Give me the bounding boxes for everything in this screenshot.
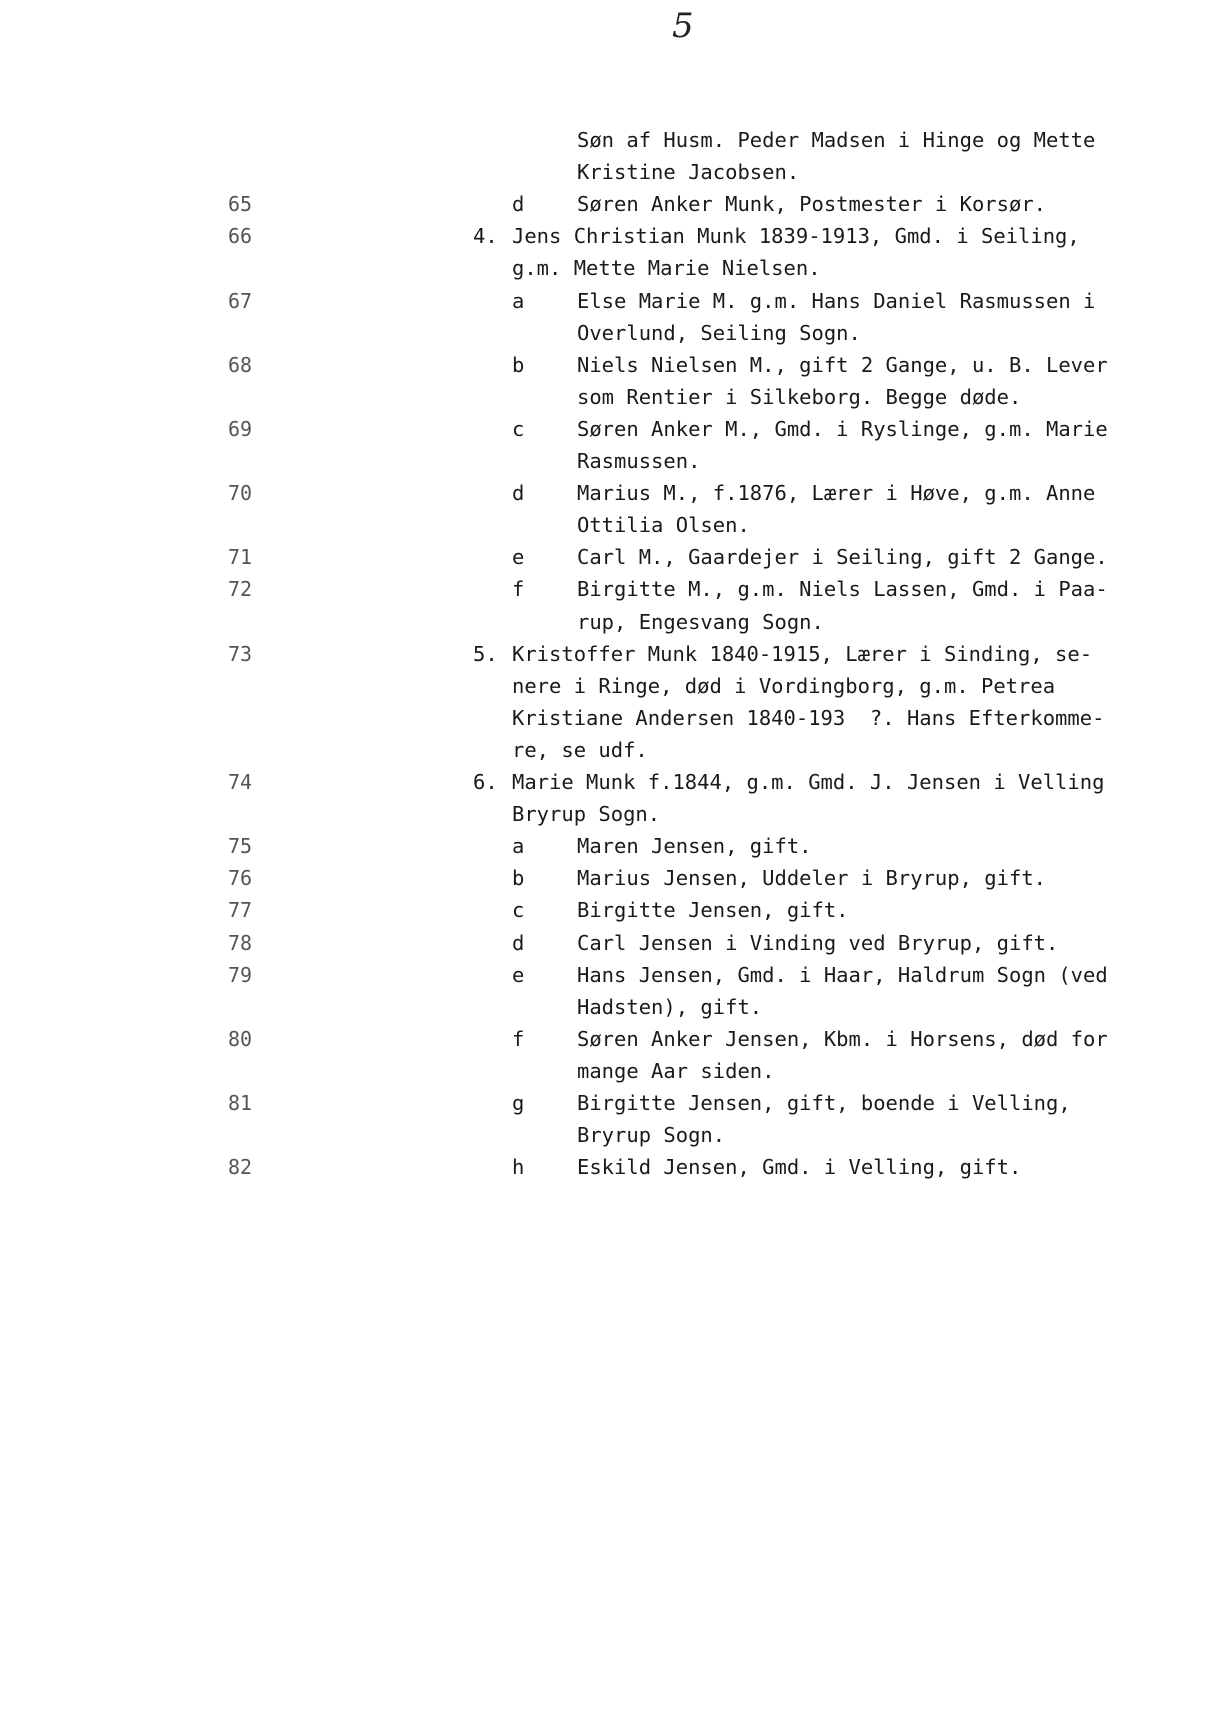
entry-text: Hans Jensen, Gmd. i Haar, Haldrum Sogn (ved: [577, 962, 1108, 987]
entry-number: 76: [228, 866, 253, 891]
entry-text: Kristiane Andersen 1840-193 ?. Hans Efterkomme-: [512, 705, 1105, 730]
entry-line: [0, 798, 1216, 830]
entry-line: [0, 477, 1216, 509]
entry-label: 6.: [473, 770, 498, 794]
entry-number: 68: [228, 352, 253, 377]
entry-text: Marius Jensen, Uddeler i Bryrup, gift.: [577, 866, 1046, 891]
entry-number: 77: [228, 898, 253, 923]
entry-line: [0, 156, 1216, 188]
entry-label: a: [512, 288, 525, 313]
entry-text: re, se udf.: [512, 737, 648, 762]
entry-text: Else Marie M. g.m. Hans Daniel Rasmussen i: [577, 288, 1096, 313]
entry-number: 79: [228, 962, 253, 987]
entry-line: [0, 349, 1216, 381]
entry-number: 69: [228, 416, 253, 441]
entry-text: Søren Anker Munk, Postmester i Korsør.: [577, 192, 1046, 217]
entry-number: 72: [228, 577, 253, 602]
entry-text: Søren Anker Jensen, Kbm. i Horsens, død for: [577, 1026, 1108, 1051]
entry-text: g.m. Mette Marie Nielsen.: [512, 256, 821, 281]
entry-text: Marius M., f.1876, Lærer i Høve, g.m. Anne: [577, 481, 1096, 506]
entry-line: [0, 124, 1216, 156]
entry-line: [0, 381, 1216, 413]
entry-text: Carl Jensen i Vinding ved Bryrup, gift.: [577, 930, 1059, 955]
entry-line: [0, 1055, 1216, 1087]
entry-line: [0, 445, 1216, 477]
entry-text: rup, Engesvang Sogn.: [577, 609, 824, 634]
entry-number: 65: [228, 192, 253, 217]
entry-label: 5.: [473, 641, 498, 666]
entry-number: 75: [228, 834, 253, 859]
page-number: 5: [672, 6, 694, 46]
entry-line: [0, 413, 1216, 445]
entry-label: d: [512, 481, 525, 506]
entry-line: [0, 862, 1216, 894]
entry-text: Kristoffer Munk 1840-1915, Lærer i Sinding, se-: [512, 641, 1093, 666]
entry-line: [0, 1023, 1216, 1055]
entry-line: [0, 220, 1216, 252]
entry-line: [0, 766, 1216, 798]
entry-label: 4.: [473, 224, 498, 249]
entry-line: [0, 541, 1216, 573]
entry-text: mange Aar siden.: [577, 1058, 775, 1083]
entry-text: Kristine Jacobsen.: [577, 160, 800, 185]
entry-label: b: [512, 352, 525, 377]
entry-text: Niels Nielsen M., gift 2 Gange, u. B. Lever: [577, 352, 1108, 377]
entry-label: e: [512, 962, 525, 987]
entry-number: 80: [228, 1026, 253, 1051]
entry-text: nere i Ringe, død i Vordingborg, g.m. Petrea: [512, 673, 1056, 698]
entry-text: som Rentier i Silkeborg. Begge døde.: [577, 384, 1022, 409]
entry-label: f: [512, 1026, 525, 1051]
entry-line: [0, 252, 1216, 284]
entry-line: [0, 894, 1216, 926]
entry-label: d: [512, 930, 525, 955]
entry-number: 78: [228, 930, 253, 955]
entry-line: [0, 638, 1216, 670]
entry-number: 66: [228, 224, 253, 249]
entry-line: [0, 670, 1216, 702]
entry-line: [0, 188, 1216, 220]
entry-text: Hadsten), gift.: [577, 994, 763, 1019]
entry-number: 74: [228, 770, 253, 794]
entry-text: Birgitte Jensen, gift.: [577, 898, 849, 923]
entry-number: 81: [228, 1091, 253, 1115]
entry-text: Ottilia Olsen.: [577, 513, 750, 538]
entry-line: [0, 285, 1216, 317]
entry-number: 73: [228, 641, 253, 666]
entry-label: e: [512, 545, 525, 570]
entry-text: Eskild Jensen, Gmd. i Velling, gift.: [577, 1155, 1022, 1180]
entry-line: [0, 702, 1216, 734]
entry-line: [0, 959, 1216, 991]
entry-line: [0, 991, 1216, 1023]
entry-line: [0, 317, 1216, 349]
entry-line: [0, 830, 1216, 862]
entry-text: Rasmussen.: [577, 449, 701, 473]
entry-number: 67: [228, 288, 253, 313]
entry-text: Birgitte Jensen, gift, boende i Velling,: [577, 1091, 1071, 1115]
entry-line: [0, 573, 1216, 605]
entry-label: g: [512, 1091, 525, 1115]
entry-line: [0, 1151, 1216, 1183]
entry-text: Søren Anker M., Gmd. i Ryslinge, g.m. Marie: [577, 416, 1108, 441]
entry-label: c: [512, 898, 525, 923]
entry-line: [0, 606, 1216, 638]
entry-number: 71: [228, 545, 253, 570]
entry-label: b: [512, 866, 525, 891]
entry-line: [0, 1087, 1216, 1119]
entry-text: Søn af Husm. Peder Madsen i Hinge og Mette: [577, 128, 1096, 152]
entry-label: c: [512, 416, 525, 441]
entry-number: 70: [228, 481, 253, 506]
entry-label: d: [512, 192, 525, 217]
entry-label: a: [512, 834, 525, 859]
entry-text: Maren Jensen, gift.: [577, 834, 812, 859]
entry-line: [0, 927, 1216, 959]
entry-text: Bryrup Sogn.: [512, 802, 661, 827]
entry-line: [0, 509, 1216, 541]
entry-line: [0, 1119, 1216, 1151]
entry-label: f: [512, 577, 525, 602]
entry-line: [0, 734, 1216, 766]
entry-text: Birgitte M., g.m. Niels Lassen, Gmd. i Paa-: [577, 577, 1108, 602]
entry-text: Jens Christian Munk 1839-1913, Gmd. i Seiling,: [512, 224, 1080, 249]
entry-text: Overlund, Seiling Sogn.: [577, 320, 861, 345]
entry-number: 82: [228, 1155, 253, 1180]
entry-text: Carl M., Gaardejer i Seiling, gift 2 Gange.: [577, 545, 1108, 570]
entry-label: h: [512, 1155, 525, 1180]
entry-text: Bryrup Sogn.: [577, 1123, 726, 1148]
entry-text: Marie Munk f.1844, g.m. Gmd. J. Jensen i Velling: [512, 770, 1105, 794]
